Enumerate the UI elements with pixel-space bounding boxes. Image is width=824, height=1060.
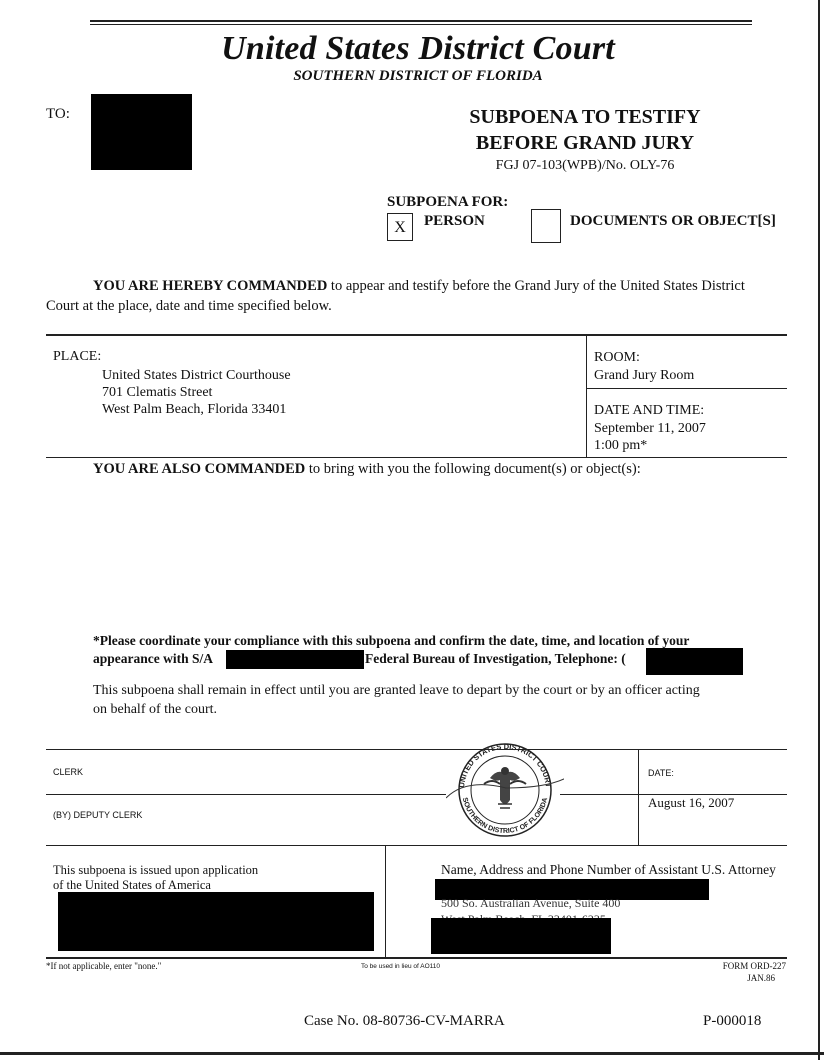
clerk-mid-rule xyxy=(46,794,446,795)
coordinate-line2-a: appearance with S/A xyxy=(93,651,214,666)
issued-line2: of the United States of America xyxy=(53,878,211,892)
documents-checkbox[interactable] xyxy=(531,209,561,243)
page-right-edge xyxy=(818,0,820,1060)
redacted-recipient xyxy=(91,94,192,170)
subpoena-title-line1: SUBPOENA TO TESTIFY xyxy=(469,106,701,128)
clerk-date-divider xyxy=(638,749,639,845)
command-lead: YOU ARE HEREBY COMMANDED xyxy=(93,278,328,294)
case-reference: FGJ 07-103(WPB)/No. OLY-76 xyxy=(495,158,675,173)
case-number: Case No. 08-80736-CV-MARRA xyxy=(304,1013,505,1029)
redacted-attorney-phone xyxy=(431,918,611,954)
clerk-top-rule xyxy=(46,749,787,750)
issued-bottom-rule xyxy=(46,957,787,959)
redacted-agent-name xyxy=(226,650,364,669)
date-label: DATE: xyxy=(648,768,674,778)
room-label: ROOM: xyxy=(594,350,640,365)
court-seal xyxy=(446,738,564,838)
subpoena-title-line2: BEFORE GRAND JURY xyxy=(475,132,695,154)
person-checkbox[interactable] xyxy=(387,213,413,241)
not-applicable-note: *If not applicable, enter "none." xyxy=(46,961,162,971)
date-value: September 11, 2007 xyxy=(594,421,706,436)
time-value: 1:00 pm* xyxy=(594,438,648,453)
clerk-label: CLERK xyxy=(53,767,84,777)
page-bottom-edge xyxy=(0,1052,824,1055)
deputy-clerk-label: (BY) DEPUTY CLERK xyxy=(53,810,143,820)
also-commanded-rest: to bring with you the following document(s) or object(s): xyxy=(308,461,641,477)
lieu-note: To be used in lieu of AO110 xyxy=(361,963,441,970)
person-check-mark: X xyxy=(394,219,406,236)
district-name: SOUTHERN DISTRICT OF FLORIDA xyxy=(293,68,543,84)
redacted-telephone xyxy=(646,648,743,675)
issued-attorney-divider xyxy=(385,845,386,957)
date-time-label: DATE AND TIME: xyxy=(594,403,705,418)
issued-line1: This subpoena is issued upon application xyxy=(53,863,259,877)
attorney-label: Name, Address and Phone Number of Assistant U.S. Attorney xyxy=(441,862,776,877)
place-table-top-rule xyxy=(46,334,787,336)
effect-line1: This subpoena shall remain in effect until you are granted leave to depart by the court or by an officer acting xyxy=(93,683,700,698)
effect-line2: on behalf of the court. xyxy=(93,702,218,717)
attorney-address1: 500 So. Australian Avenue, Suite 400 xyxy=(441,896,621,910)
clerk-bottom-rule xyxy=(46,845,787,846)
place-label: PLACE: xyxy=(53,349,102,364)
redacted-signature xyxy=(58,892,374,951)
to-label: TO: xyxy=(46,106,70,122)
form-date: JAN.86 xyxy=(747,973,775,983)
documents-label: DOCUMENTS OR OBJECT[S] xyxy=(570,213,776,229)
seal-top-text: UNITED STATES DISTRICT COURT xyxy=(457,741,553,789)
issue-date: August 16, 2007 xyxy=(648,795,735,810)
also-commanded-lead: YOU ARE ALSO COMMANDED xyxy=(93,461,306,477)
command-paragraph-line1 xyxy=(93,278,745,295)
page-top-rule-2 xyxy=(90,24,752,25)
subpoena-for-label: SUBPOENA FOR: xyxy=(387,194,509,210)
court-name: United States District Court xyxy=(221,30,615,67)
form-number: FORM ORD-227 xyxy=(722,961,786,971)
command-paragraph-line2: Court at the place, date and time specified below. xyxy=(46,298,332,314)
place-name: United States District Courthouse xyxy=(102,368,291,383)
place-table-divider xyxy=(586,334,587,458)
room-value: Grand Jury Room xyxy=(594,368,695,383)
command-line1-rest: to appear and testify before the Grand Jury of the United States District xyxy=(330,278,745,294)
person-label: PERSON xyxy=(424,213,485,229)
room-date-divider xyxy=(586,388,787,389)
place-table-bottom-rule xyxy=(46,457,787,458)
place-street: 701 Clematis Street xyxy=(102,385,213,400)
page-id: P-000018 xyxy=(703,1013,762,1029)
seal-bottom-text: SOUTHERN DISTRICT OF FLORIDA xyxy=(460,796,550,836)
page-top-rule xyxy=(90,20,752,22)
place-city: West Palm Beach, Florida 33401 xyxy=(102,402,287,417)
also-commanded-line xyxy=(93,461,641,478)
coordinate-line2-b: Federal Bureau of Investigation, Telephone: ( xyxy=(365,651,626,666)
coordinate-line1: *Please coordinate your compliance with this subpoena and confirm the date, time, and location of your xyxy=(93,633,690,648)
